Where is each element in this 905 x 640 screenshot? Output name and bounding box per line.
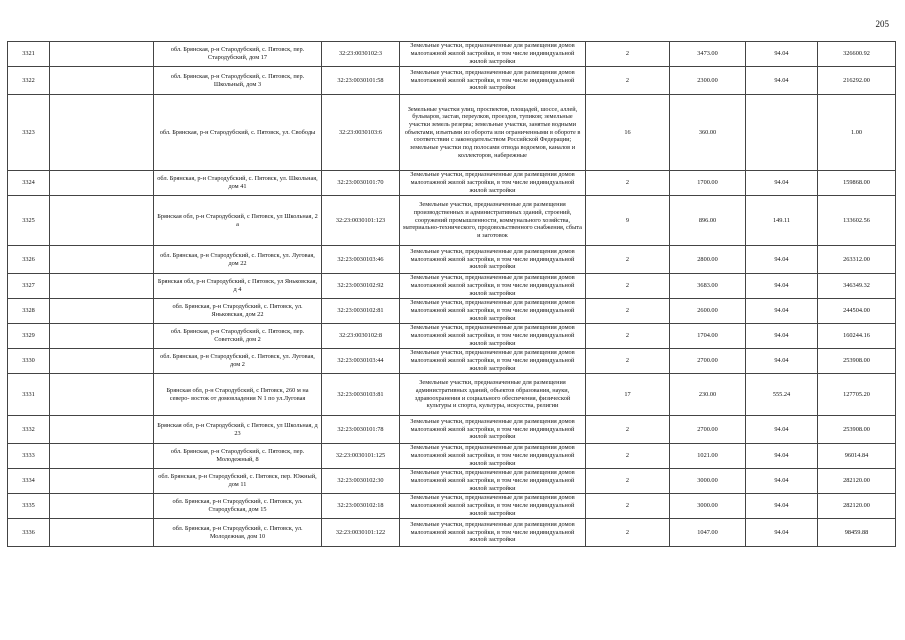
address-cell: обл. Брянская, р-н Стародубский, с. Пятовск, пер. Школьный, дом 3 — [154, 67, 322, 95]
table-row — [8, 42, 896, 67]
table-row — [8, 374, 896, 416]
land-use-cell: Земельные участки, предназначенные для размещения домов малоэтажной жилой застройки, в том числе индивидуальной жилой застройки — [400, 67, 586, 95]
empty-cell — [50, 196, 154, 246]
area-cell: 3473.00 — [670, 42, 746, 67]
address-cell: обл. Брянская, р-н Стародубский, с. Пятовск, ул. Луговая, дом 2 — [154, 349, 322, 374]
cadastral-number-cell: 32:23:0030103:81 — [322, 374, 400, 416]
specific-value-cell: 94.04 — [746, 416, 818, 444]
cadastral-value-cell: 263312.00 — [818, 246, 896, 274]
empty-cell — [50, 416, 154, 444]
cadastral-value-cell: 160244.16 — [818, 324, 896, 349]
specific-value-cell: 149.11 — [746, 196, 818, 246]
group-number-cell: 9 — [586, 196, 670, 246]
address-cell: обл. Брянская, р-н Стародубский, с. Пятовск, пер. Стародубский, дом 17 — [154, 42, 322, 67]
page-number: 205 — [875, 19, 889, 29]
group-number-cell: 2 — [586, 171, 670, 196]
group-number-cell: 2 — [586, 494, 670, 519]
cadastral-number-cell: 32:23:0030101:70 — [322, 171, 400, 196]
table-body — [8, 42, 896, 547]
row-number: 3333 — [8, 444, 50, 469]
cadastral-number-cell: 32:23:0030102:8 — [322, 324, 400, 349]
empty-cell — [50, 67, 154, 95]
group-number-cell: 2 — [586, 324, 670, 349]
empty-cell — [50, 42, 154, 67]
cadastral-number-cell: 32:23:0030102:92 — [322, 274, 400, 299]
area-cell: 1021.00 — [670, 444, 746, 469]
address-cell: обл. Брянская, р-н Стародубский, с. Пятовск, пер. Молодежный, 8 — [154, 444, 322, 469]
cadastral-number-cell: 32:23:0030101:78 — [322, 416, 400, 444]
land-use-cell: Земельные участки, предназначенные для размещения домов малоэтажной жилой застройки, в том числе индивидуальной жилой застройки — [400, 349, 586, 374]
specific-value-cell: 94.04 — [746, 469, 818, 494]
row-number: 3326 — [8, 246, 50, 274]
address-cell: Брянская обл, р-н Стародубский, с Пятовск, ул Школьная, 2 а — [154, 196, 322, 246]
land-use-cell: Земельные участки, предназначенные для размещения административных зданий, объектов образования, науки, здравоохранения и социального обеспечения, физической культуры и спорта, культуры, искусства, религии — [400, 374, 586, 416]
cadastral-value-cell: 133602.56 — [818, 196, 896, 246]
specific-value-cell: 555.24 — [746, 374, 818, 416]
cadastral-number-cell: 32:23:0030101:58 — [322, 67, 400, 95]
table-row — [8, 494, 896, 519]
cadastral-value-cell: 282120.00 — [818, 494, 896, 519]
table-row — [8, 196, 896, 246]
cadastral-number-cell: 32:23:0030102:3 — [322, 42, 400, 67]
empty-cell — [50, 95, 154, 171]
row-number: 3327 — [8, 274, 50, 299]
group-number-cell: 2 — [586, 299, 670, 324]
address-cell: обл. Брянская, р-н Стародубский, с. Пятовск, ул. Молодежная, дом 10 — [154, 519, 322, 547]
group-number-cell: 2 — [586, 519, 670, 547]
area-cell: 2600.00 — [670, 299, 746, 324]
address-cell: обл. Брянская, р-н Стародубский, с. Пятовск, ул. Яньковская, дом 22 — [154, 299, 322, 324]
cadastral-number-cell: 32:23:0030101:122 — [322, 519, 400, 547]
cadastral-number-cell: 32:23:0030103:6 — [322, 95, 400, 171]
group-number-cell: 2 — [586, 67, 670, 95]
address-cell: обл. Брянская, р-н Стародубский, с. Пятовск, пер. Южный, дом 11 — [154, 469, 322, 494]
cadastral-value-cell: 96014.84 — [818, 444, 896, 469]
group-number-cell: 16 — [586, 95, 670, 171]
cadastral-value-cell: 346349.32 — [818, 274, 896, 299]
specific-value-cell: 94.04 — [746, 299, 818, 324]
group-number-cell: 2 — [586, 349, 670, 374]
group-number-cell: 2 — [586, 444, 670, 469]
land-use-cell: Земельные участки, предназначенные для размещения домов малоэтажной жилой застройки, в том числе индивидуальной жилой застройки — [400, 246, 586, 274]
specific-value-cell: 94.04 — [746, 494, 818, 519]
table-row — [8, 519, 896, 547]
row-number: 3324 — [8, 171, 50, 196]
area-cell: 2300.00 — [670, 67, 746, 95]
table-row — [8, 416, 896, 444]
empty-cell — [50, 494, 154, 519]
empty-cell — [50, 246, 154, 274]
address-cell: обл. Брянская, р-н Стародубский, с. Пятовск, ул. Стародубская, дом 15 — [154, 494, 322, 519]
specific-value-cell: 94.04 — [746, 519, 818, 547]
specific-value-cell: 94.04 — [746, 349, 818, 374]
area-cell: 1700.00 — [670, 171, 746, 196]
cadastral-value-cell: 326600.92 — [818, 42, 896, 67]
area-cell: 3000.00 — [670, 494, 746, 519]
row-number: 3336 — [8, 519, 50, 547]
table-row — [8, 274, 896, 299]
cadastral-value-cell: 282120.00 — [818, 469, 896, 494]
land-use-cell: Земельные участки, предназначенные для размещения домов малоэтажной жилой застройки, в том числе индивидуальной жилой застройки — [400, 494, 586, 519]
area-cell: 1047.00 — [670, 519, 746, 547]
address-cell: Брянская обл, р-н Стародубский, с Пятовск, ул Школьная, д 23 — [154, 416, 322, 444]
empty-cell — [50, 171, 154, 196]
specific-value-cell: 94.04 — [746, 171, 818, 196]
address-cell: Брянская обл, р-н Стародубский, с Пятовск, ул Яньковская, д 4 — [154, 274, 322, 299]
row-number: 3331 — [8, 374, 50, 416]
row-number: 3328 — [8, 299, 50, 324]
cadastral-value-cell: 253908.00 — [818, 349, 896, 374]
cadastral-number-cell: 32:23:0030103:44 — [322, 349, 400, 374]
cadastral-value-cell: 1.00 — [818, 95, 896, 171]
empty-cell — [50, 324, 154, 349]
area-cell: 2700.00 — [670, 349, 746, 374]
cadastral-number-cell: 32:23:0030102:81 — [322, 299, 400, 324]
empty-cell — [50, 469, 154, 494]
table-row — [8, 67, 896, 95]
area-cell: 896.00 — [670, 196, 746, 246]
table-row — [8, 171, 896, 196]
cadastral-number-cell: 32:23:0030101:123 — [322, 196, 400, 246]
table-row — [8, 246, 896, 274]
cadastral-value-cell: 253908.00 — [818, 416, 896, 444]
specific-value-cell: 94.04 — [746, 274, 818, 299]
land-use-cell: Земельные участки, предназначенные для размещения домов малоэтажной жилой застройки, в том числе индивидуальной жилой застройки — [400, 469, 586, 494]
row-number: 3325 — [8, 196, 50, 246]
row-number: 3322 — [8, 67, 50, 95]
row-number: 3323 — [8, 95, 50, 171]
land-use-cell: Земельные участки, предназначенные для размещения домов малоэтажной жилой застройки, в том числе индивидуальной жилой застройки — [400, 299, 586, 324]
empty-cell — [50, 274, 154, 299]
specific-value-cell: 94.04 — [746, 444, 818, 469]
table-row — [8, 444, 896, 469]
specific-value-cell: 94.04 — [746, 324, 818, 349]
cadastral-value-cell: 159868.00 — [818, 171, 896, 196]
land-use-cell: Земельные участки, предназначенные для размещения домов малоэтажной жилой застройки, в том числе индивидуальной жилой застройки — [400, 444, 586, 469]
cadastral-number-cell: 32:23:0030101:125 — [322, 444, 400, 469]
address-cell: обл. Брянская, р-н Стародубский, с. Пятовск, пер. Советский, дом 2 — [154, 324, 322, 349]
row-number: 3332 — [8, 416, 50, 444]
address-cell: обл. Брянская, р-н Стародубский, с. Пятовск, ул. Свободы — [154, 95, 322, 171]
row-number: 3335 — [8, 494, 50, 519]
cadastral-value-table — [7, 41, 896, 547]
specific-value-cell — [746, 95, 818, 171]
cadastral-value-cell: 216292.00 — [818, 67, 896, 95]
empty-cell — [50, 299, 154, 324]
address-cell: Брянская обл, р-н Стародубский, с Пятовск, 260 м на северо- восток от домовладения N 1 по ул.Луговая — [154, 374, 322, 416]
area-cell: 3683.00 — [670, 274, 746, 299]
group-number-cell: 2 — [586, 274, 670, 299]
table-row — [8, 349, 896, 374]
empty-cell — [50, 374, 154, 416]
row-number: 3330 — [8, 349, 50, 374]
specific-value-cell: 94.04 — [746, 246, 818, 274]
land-use-cell: Земельные участки, предназначенные для размещения домов малоэтажной жилой застройки, в том числе индивидуальной жилой застройки — [400, 274, 586, 299]
group-number-cell: 2 — [586, 42, 670, 67]
area-cell: 2700.00 — [670, 416, 746, 444]
group-number-cell: 17 — [586, 374, 670, 416]
table-row — [8, 469, 896, 494]
group-number-cell: 2 — [586, 416, 670, 444]
specific-value-cell: 94.04 — [746, 42, 818, 67]
land-use-cell: Земельные участки, предназначенные для размещения домов малоэтажной жилой застройки, в том числе индивидуальной жилой застройки — [400, 42, 586, 67]
table-row — [8, 299, 896, 324]
area-cell: 1704.00 — [670, 324, 746, 349]
cadastral-number-cell: 32:23:0030102:30 — [322, 469, 400, 494]
group-number-cell: 2 — [586, 246, 670, 274]
cadastral-number-cell: 32:23:0030102:18 — [322, 494, 400, 519]
land-use-cell: Земельные участки, предназначенные для размещения домов малоэтажной жилой застройки, в том числе индивидуальной жилой застройки — [400, 519, 586, 547]
cadastral-value-cell: 98459.88 — [818, 519, 896, 547]
specific-value-cell: 94.04 — [746, 67, 818, 95]
area-cell: 2800.00 — [670, 246, 746, 274]
group-number-cell: 2 — [586, 469, 670, 494]
land-use-cell: Земельные участки, предназначенные для размещения домов малоэтажной жилой застройки, в том числе индивидуальной жилой застройки — [400, 416, 586, 444]
cadastral-value-cell: 244504.00 — [818, 299, 896, 324]
land-use-cell: Земельные участки, предназначенные для размещения домов малоэтажной жилой застройки, в том числе индивидуальной жилой застройки — [400, 171, 586, 196]
area-cell: 230.00 — [670, 374, 746, 416]
land-use-cell: Земельные участки, предназначенные для размещения производственных и административных зданий, строений, сооружений промышленности, коммунального хозяйства, материально-технического, продовольственного снабжения, сбыта и заготовок — [400, 196, 586, 246]
empty-cell — [50, 444, 154, 469]
address-cell: обл. Брянская, р-н Стародубский, с. Пятовск, ул. Школьная, дом 41 — [154, 171, 322, 196]
area-cell: 360.00 — [670, 95, 746, 171]
area-cell: 3000.00 — [670, 469, 746, 494]
table-row — [8, 324, 896, 349]
land-use-cell: Земельные участки, предназначенные для размещения домов малоэтажной жилой застройки, в том числе индивидуальной жилой застройки — [400, 324, 586, 349]
empty-cell — [50, 519, 154, 547]
row-number: 3329 — [8, 324, 50, 349]
land-use-cell: Земельные участки улиц, проспектов, площадей, шоссе, аллей, бульваров, застав, переулков, проездов, тупиков; земельные участки земель резерва; земельные участки, занятые водными объектами, изъятыми из оборота или ограниченными в обороте в соответствии с законодательством Российской Федерации; земельные участки под полосами отвода водоемов, каналов и коллекторов, набережные — [400, 95, 586, 171]
empty-cell — [50, 349, 154, 374]
cadastral-number-cell: 32:23:0030103:46 — [322, 246, 400, 274]
row-number: 3334 — [8, 469, 50, 494]
address-cell: обл. Брянская, р-н Стародубский, с. Пятовск, ул. Луговая, дом 22 — [154, 246, 322, 274]
row-number: 3321 — [8, 42, 50, 67]
table-row — [8, 95, 896, 171]
cadastral-value-cell: 127705.20 — [818, 374, 896, 416]
